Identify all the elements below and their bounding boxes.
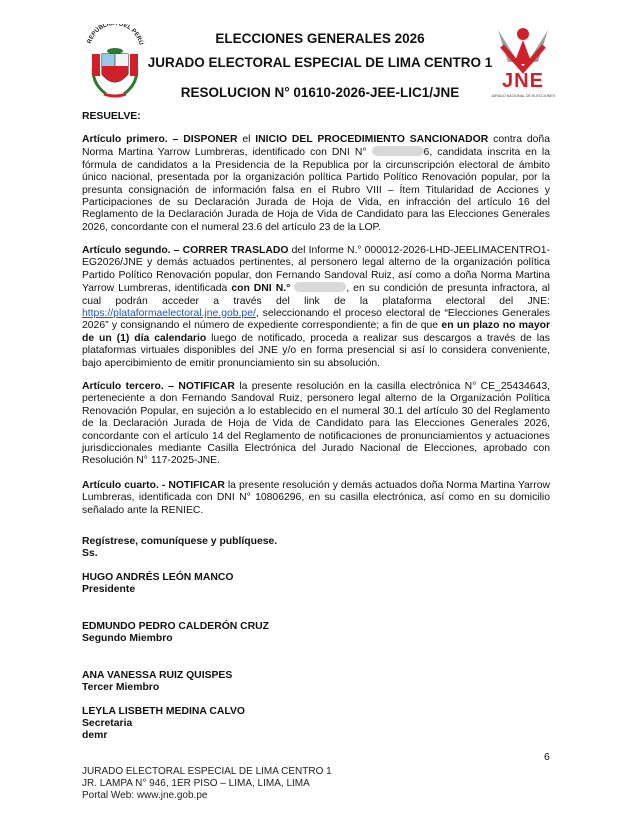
article-emphasis: en un plazo no mayor de un (1) día calendario xyxy=(82,320,550,344)
article-verb: CORRER TRASLADO xyxy=(182,245,289,256)
header-election-title: ELECCIONES GENERALES 2026 xyxy=(215,31,425,46)
signatory-name: LEYLA LISBETH MEDINA CALVO xyxy=(82,706,245,717)
article-emphasis: INICIO DEL PROCEDIMIENTO SANCIONADOR xyxy=(255,134,489,145)
article-text: del Informe N.° 000012-2026-LHD-JEELIMACENTRO1-EG2026/JNE y demás actuados pertinentes, al personero legal alterno de la organización política Partido Político Renovación popular, don Fernando Sandoval Ruiz, así como a doña Norma Martina Yarrow Lumbreras, identificada xyxy=(82,245,551,295)
article-text: la presente resolución y demás actuados doña Norma Martina Yarrow Lumbreras, identificada con DNI N° 10806296, en su casilla electrónica, así como en su domicilio señalado ante la RENIEC. xyxy=(82,480,551,516)
header-resolution-number: RESOLUCION N° 01610-2026-JEE-LIC1/JNE xyxy=(180,85,460,100)
signatory-name: EDMUNDO PEDRO CALDERÓN CRUZ xyxy=(82,621,270,632)
article-text: luego de notificado, proceda a realizar sus descargos a través de las plataformas virtuales disponibles del JNE y/o en forma presencial si así lo considera conveniente, bajo apercibimiento de emitir pronunciamiento sin su absolución. xyxy=(82,332,550,369)
article-emphasis: con DNI N.° xyxy=(231,283,291,295)
article-text: la presente resolución en la casilla electrónica N° CE_25434643, perteneciente a don Fernando Sandoval Ruiz, personero legal alterno de la Organización Política Renovación Popular, en sujeción a lo establecido en el numeral 30.1 del artículo 30 del Reglamento de la Declaración Jurada de Hoja de Vida de Candidato para las Elecciones Generales 2026, concordante con el artículo 14 del Reglamento de notificaciones de pronunciamientos y actuaciones jurisdiccionales mediante Casilla Electrónica del Jurado Nacional de Elecciones, aprobado con Resolución N° 117-2025-JNE. xyxy=(82,381,550,467)
article-primero xyxy=(82,134,550,234)
redacted-dni xyxy=(294,282,346,292)
article-tercero xyxy=(82,381,550,468)
article-text: , en su condición de presunta infractora, al cual podrán acceder a través del link de la plataforma electoral del JNE: xyxy=(82,283,550,307)
signatory-role: Tercer Miembro xyxy=(82,682,160,693)
article-text: el xyxy=(242,134,251,145)
redacted-dni xyxy=(372,146,424,156)
plataforma-electoral-link[interactable]: https://plataformaelectoral.jne.gob.pe/ xyxy=(82,308,256,320)
closing-formula: Regístrese, comuníquese y publíquese. xyxy=(82,536,278,547)
footer-institution: JURADO ELECTORAL ESPECIAL DE LIMA CENTRO 1 xyxy=(82,766,332,777)
article-segundo xyxy=(82,245,550,370)
page-number: 6 xyxy=(544,752,550,763)
footer-website: Portal Web: www.jne.gob.pe xyxy=(82,790,208,801)
signatory-name: ANA VANESSA RUIZ QUISPES xyxy=(82,670,233,681)
signatory-role: Presidente xyxy=(82,584,136,595)
article-label: Artículo cuarto. - xyxy=(82,480,166,491)
article-verb: DISPONER xyxy=(183,134,238,145)
article-label: Artículo primero. – xyxy=(82,134,179,145)
footer-address: JR. LAMPA N° 946, 1ER PISO – LIMA, LIMA, LIMA xyxy=(82,778,310,789)
resuelve-heading: RESUELVE: xyxy=(82,111,141,122)
article-text: , seleccionando el proceso electoral de “Elecciones Generales 2026” y consignando el número de expediente correspondiente; a fin de que xyxy=(82,308,550,332)
coat-of-arms-lettering: REPÚBLICA DEL PERÚ xyxy=(86,24,144,46)
article-text: 6, candidata inscrita en la fórmula de candidatos a la Presidencia de la Republica por la circunscripción electoral de ámbito único nacional, presentada por la organización política Partido Político Renovación popular, por la presunta consignación de información falsa en el Rubro VIII – Ítem Titularidad de Acciones y Participaciones de su Declaración Jurada de Hoja de Vida, en infracción del artículo 16 del Reglamento de la Declaración Jurada de Hoja de Vida de Candidato para las Elecciones Generales 2026, concordante con el numeral 23.6 del artículo 23 de la LOP. xyxy=(82,147,550,233)
article-label: Artículo tercero. – xyxy=(82,381,174,392)
article-verb: NOTIFICAR xyxy=(168,480,225,491)
article-text: contra doña Norma Martina Yarrow Lumbreras, identificado con DNI N° xyxy=(82,134,550,159)
header-jurado-title: JURADO ELECTORAL ESPECIAL DE LIMA CENTRO 1 xyxy=(147,55,493,70)
closing-ss: Ss. xyxy=(82,548,98,559)
article-label: Artículo segundo. – xyxy=(82,245,180,256)
signatory-initials: demr xyxy=(82,730,108,741)
signatory-name: HUGO ANDRÉS LEÓN MANCO xyxy=(82,572,234,583)
signatory-role: Secretaria xyxy=(82,718,133,729)
article-verb: NOTIFICAR xyxy=(178,381,235,392)
jne-logo-subtext: JURADO NACIONAL DE ELECCIONES xyxy=(490,94,556,98)
signatory-role: Segundo Miembro xyxy=(82,633,173,644)
article-cuarto xyxy=(82,480,550,517)
jne-logo-text: JNE xyxy=(502,70,544,92)
